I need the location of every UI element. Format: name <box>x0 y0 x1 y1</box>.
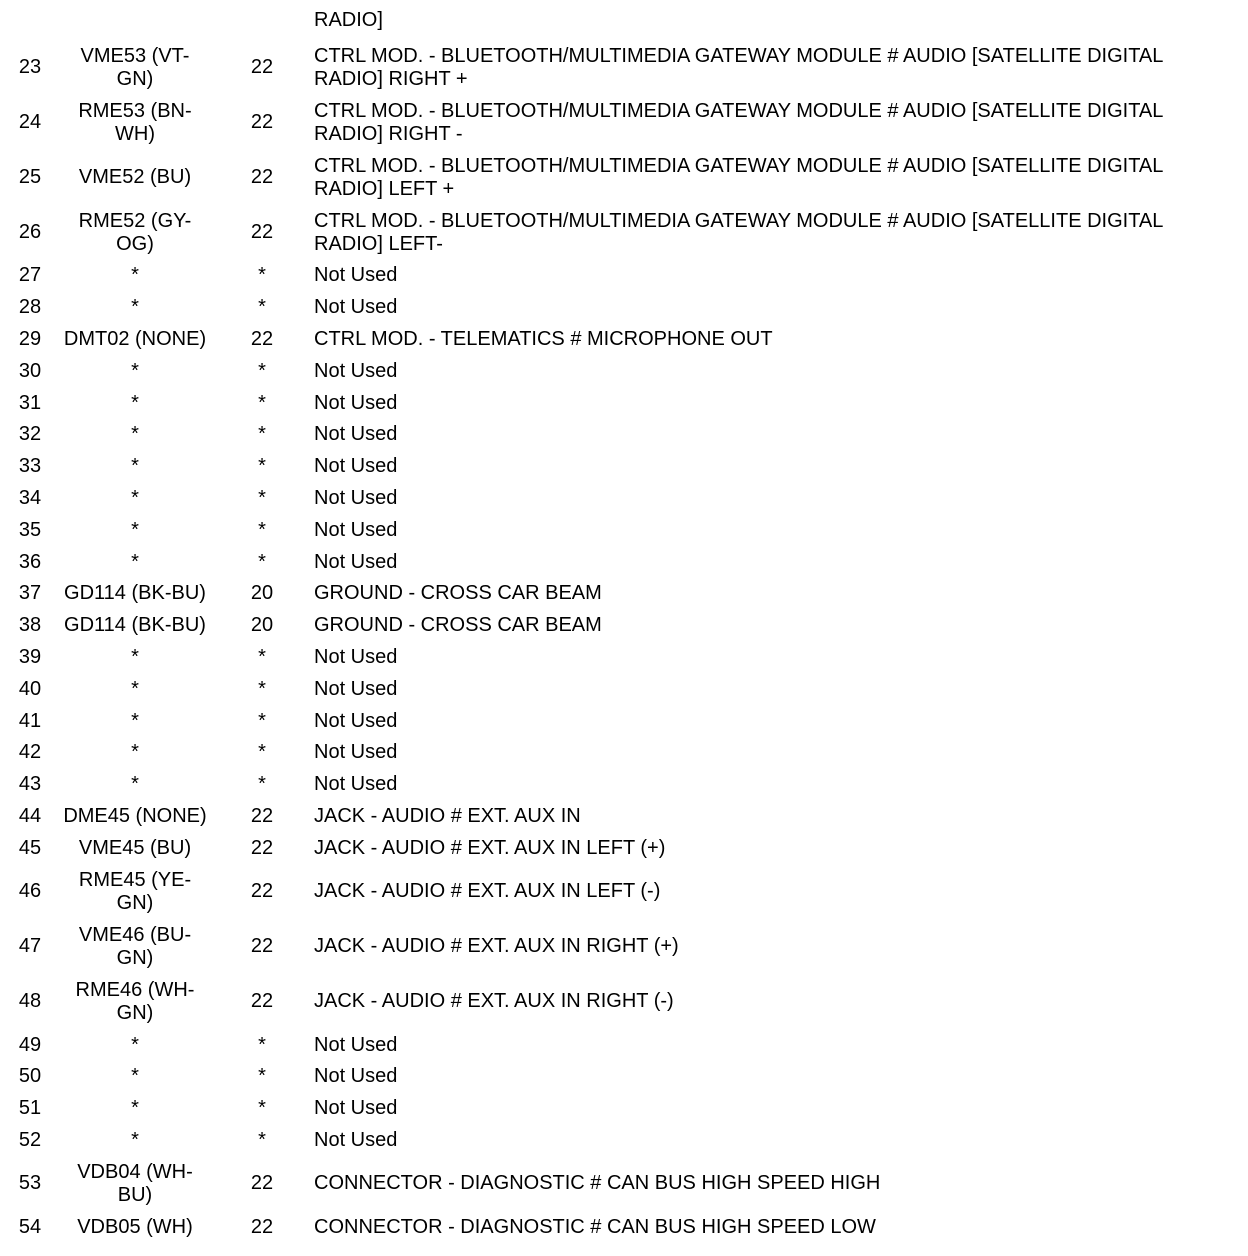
circuit-cell <box>60 919 210 974</box>
function-text-line: JACK - AUDIO # EXT. AUX IN RIGHT (+) <box>314 935 679 958</box>
function-cell <box>314 355 1240 387</box>
function-cell <box>314 864 1240 919</box>
circuit-cell <box>60 546 210 578</box>
pin-number-cell: 54 <box>18 1215 42 1238</box>
table-row <box>0 95 1240 150</box>
pin-number-cell: 31 <box>18 391 42 414</box>
circuit-text-line: GD114 (BK-BU) <box>64 614 206 637</box>
function-cell <box>314 483 1240 515</box>
wire-gauge-cell: * <box>258 455 266 478</box>
function-cell <box>314 801 1240 833</box>
table-row <box>0 40 1240 95</box>
circuit-text-line: GN) <box>116 891 154 914</box>
table-row <box>0 1029 1240 1061</box>
function-text-line: JACK - AUDIO # EXT. AUX IN LEFT (+) <box>314 836 666 859</box>
circuit-cell <box>60 387 210 419</box>
table-row <box>0 355 1240 387</box>
function-text-line: Not Used <box>314 296 398 319</box>
table-row <box>0 387 1240 419</box>
circuit-cell <box>60 292 210 324</box>
pin-number-cell: 52 <box>18 1128 42 1151</box>
wire-gauge-cell: 22 <box>250 111 274 133</box>
table-row <box>0 1125 1240 1157</box>
wire-gauge-cell: * <box>258 359 266 382</box>
table-row <box>0 1093 1240 1125</box>
function-text-line: RADIO] LEFT + <box>314 177 455 200</box>
table-row <box>0 260 1240 292</box>
wire-gauge-cell: * <box>258 1128 266 1151</box>
function-text-line: RADIO] LEFT- <box>314 232 443 255</box>
pin-number-cell: 26 <box>18 221 42 243</box>
wire-gauge-cell: * <box>258 518 266 541</box>
wire-gauge-cell: * <box>258 264 266 287</box>
circuit-text-line: RME53 (BN- <box>78 99 192 122</box>
table-row <box>0 1211 1240 1243</box>
pin-number-cell: 27 <box>18 264 42 287</box>
pin-number-cell: 32 <box>18 423 42 446</box>
table-row <box>0 801 1240 833</box>
function-cell <box>314 1211 1240 1243</box>
circuit-cell <box>60 1093 210 1125</box>
function-cell <box>314 610 1240 642</box>
wire-gauge-cell: 20 <box>250 614 274 637</box>
wire-gauge-cell: * <box>258 645 266 668</box>
continued-function-text: RADIO] <box>314 9 383 31</box>
circuit-cell <box>60 1029 210 1061</box>
circuit-text-line: WH) <box>115 122 155 145</box>
function-cell <box>314 1156 1240 1211</box>
circuit-text-line: RME46 (WH- <box>75 978 195 1001</box>
function-cell <box>314 419 1240 451</box>
circuit-cell <box>60 1125 210 1157</box>
pin-number-cell: 25 <box>18 166 42 188</box>
function-cell <box>314 205 1240 260</box>
pin-number-cell: 49 <box>18 1033 42 1056</box>
function-text-line: Not Used <box>314 645 398 668</box>
function-text-line: Not Used <box>314 518 398 541</box>
circuit-text-line: RME52 (GY- <box>78 209 192 232</box>
circuit-text-line: * <box>131 1065 139 1088</box>
wire-gauge-cell: * <box>258 1065 266 1088</box>
circuit-text-line: VDB04 (WH- <box>77 1160 193 1183</box>
circuit-text-line: * <box>131 455 139 478</box>
function-cell <box>314 1125 1240 1157</box>
circuit-cell <box>60 705 210 737</box>
wire-gauge-cell: 22 <box>250 804 274 827</box>
function-text-line: Not Used <box>314 1097 398 1120</box>
pin-number-cell: 53 <box>18 1172 42 1195</box>
function-text-line: Not Used <box>314 550 398 573</box>
function-text-line: Not Used <box>314 423 398 446</box>
circuit-text-line: VME53 (VT- <box>80 44 190 67</box>
pin-number-cell: 43 <box>18 773 42 796</box>
pin-number-cell: 24 <box>18 111 42 133</box>
function-text-line: JACK - AUDIO # EXT. AUX IN <box>314 804 581 827</box>
wire-gauge-cell: * <box>258 1097 266 1120</box>
circuit-text-line: * <box>131 359 139 382</box>
wire-gauge-cell: * <box>258 741 266 764</box>
function-cell <box>314 95 1240 150</box>
table-row <box>0 292 1240 324</box>
circuit-text-line: * <box>131 741 139 764</box>
circuit-cell <box>60 1156 210 1211</box>
function-text-line: GROUND - CROSS CAR BEAM <box>314 614 602 637</box>
circuit-text-line: VME52 (BU) <box>78 166 192 188</box>
wire-gauge-cell: * <box>258 677 266 700</box>
function-cell <box>314 1093 1240 1125</box>
connector-pinout-table <box>0 40 1240 1243</box>
table-row <box>0 578 1240 610</box>
function-text-line: Not Used <box>314 1033 398 1056</box>
pin-number-cell: 42 <box>18 741 42 764</box>
function-cell <box>314 673 1240 705</box>
circuit-cell <box>60 150 210 205</box>
function-cell <box>314 737 1240 769</box>
pin-number-cell: 45 <box>18 836 42 859</box>
function-text-line: JACK - AUDIO # EXT. AUX IN LEFT (-) <box>314 880 661 903</box>
pin-number-cell: 34 <box>18 486 42 509</box>
table-row <box>0 451 1240 483</box>
wire-gauge-cell: * <box>258 773 266 796</box>
function-cell <box>314 769 1240 801</box>
circuit-cell <box>60 514 210 546</box>
circuit-cell <box>60 673 210 705</box>
table-row <box>0 1061 1240 1093</box>
circuit-text-line: GN) <box>116 1001 154 1024</box>
wire-gauge-cell: 22 <box>250 166 274 188</box>
table-row <box>0 483 1240 515</box>
circuit-text-line: * <box>131 264 139 287</box>
circuit-cell <box>60 864 210 919</box>
circuit-text-line: GN) <box>116 67 154 90</box>
circuit-text-line: * <box>131 773 139 796</box>
wire-gauge-cell: 22 <box>250 221 274 243</box>
wire-gauge-cell: * <box>258 550 266 573</box>
circuit-cell <box>60 769 210 801</box>
circuit-cell <box>60 324 210 356</box>
function-text-line: JACK - AUDIO # EXT. AUX IN RIGHT (-) <box>314 990 674 1013</box>
circuit-text-line: * <box>131 296 139 319</box>
function-text-line: Not Used <box>314 359 398 382</box>
pinout-table-body <box>0 40 1240 1243</box>
function-text-line: CTRL MOD. - TELEMATICS # MICROPHONE OUT <box>314 327 773 350</box>
table-row <box>0 1156 1240 1211</box>
wire-gauge-cell: 22 <box>250 836 274 859</box>
circuit-cell <box>60 260 210 292</box>
pin-number-cell: 39 <box>18 645 42 668</box>
table-row <box>0 705 1240 737</box>
circuit-text-line: VME46 (BU- <box>78 923 192 946</box>
circuit-cell <box>60 1211 210 1243</box>
function-cell <box>314 578 1240 610</box>
wire-gauge-cell: * <box>258 391 266 414</box>
function-text-line: CTRL MOD. - BLUETOOTH/MULTIMEDIA GATEWAY MODULE # AUDIO [SATELLITE DIGITAL <box>314 44 1164 67</box>
circuit-cell <box>60 483 210 515</box>
pin-number-cell: 40 <box>18 677 42 700</box>
circuit-text-line: * <box>131 709 139 732</box>
function-text-line: CTRL MOD. - BLUETOOTH/MULTIMEDIA GATEWAY MODULE # AUDIO [SATELLITE DIGITAL <box>314 99 1164 122</box>
function-cell <box>314 260 1240 292</box>
circuit-text-line: GD114 (BK-BU) <box>64 582 206 605</box>
pin-number-cell: 35 <box>18 518 42 541</box>
function-cell <box>314 150 1240 205</box>
function-text-line: Not Used <box>314 741 398 764</box>
wire-gauge-cell: 20 <box>250 582 274 605</box>
wire-gauge-cell: * <box>258 709 266 732</box>
wire-gauge-cell: * <box>258 1033 266 1056</box>
function-cell <box>314 387 1240 419</box>
function-text-line: CTRL MOD. - BLUETOOTH/MULTIMEDIA GATEWAY MODULE # AUDIO [SATELLITE DIGITAL <box>314 154 1164 177</box>
circuit-text-line: * <box>131 550 139 573</box>
pin-number-cell: 48 <box>18 990 42 1013</box>
pin-number-cell: 50 <box>18 1065 42 1088</box>
circuit-text-line: * <box>131 1097 139 1120</box>
table-row <box>0 919 1240 974</box>
circuit-cell <box>60 419 210 451</box>
table-row <box>0 419 1240 451</box>
pin-number-cell: 46 <box>18 880 42 903</box>
circuit-text-line: VDB05 (WH) <box>77 1215 193 1238</box>
circuit-cell <box>60 578 210 610</box>
wire-gauge-cell: * <box>258 296 266 319</box>
function-cell <box>314 514 1240 546</box>
wire-gauge-cell: 22 <box>250 990 274 1013</box>
table-row <box>0 324 1240 356</box>
circuit-text-line: DMT02 (NONE) <box>63 327 207 350</box>
pin-number-cell: 38 <box>18 614 42 637</box>
circuit-cell <box>60 205 210 260</box>
function-text-line: Not Used <box>314 677 398 700</box>
function-cell <box>314 40 1240 95</box>
circuit-text-line: * <box>131 1033 139 1056</box>
circuit-cell <box>60 95 210 150</box>
circuit-text-line: BU) <box>117 1183 153 1206</box>
circuit-cell <box>60 1061 210 1093</box>
circuit-text-line: * <box>131 1128 139 1151</box>
function-cell <box>314 546 1240 578</box>
function-text-line: Not Used <box>314 455 398 478</box>
pin-number-cell: 23 <box>18 56 42 78</box>
pin-number-cell: 44 <box>18 804 42 827</box>
circuit-text-line: * <box>131 391 139 414</box>
function-text-line: RADIO] RIGHT + <box>314 67 468 90</box>
function-text-line: Not Used <box>314 486 398 509</box>
circuit-text-line: RME45 (YE- <box>78 868 192 891</box>
pin-number-cell: 29 <box>18 327 42 350</box>
table-row <box>0 642 1240 674</box>
function-text-line: Not Used <box>314 773 398 796</box>
circuit-text-line: * <box>131 645 139 668</box>
function-cell <box>314 451 1240 483</box>
function-text-line: GROUND - CROSS CAR BEAM <box>314 582 602 605</box>
wire-gauge-cell: 22 <box>250 1172 274 1195</box>
function-cell <box>314 324 1240 356</box>
function-text-line: Not Used <box>314 1128 398 1151</box>
table-row <box>0 737 1240 769</box>
wire-gauge-cell: 22 <box>250 935 274 958</box>
circuit-text-line: DME45 (NONE) <box>63 804 207 827</box>
pin-number-cell: 41 <box>18 709 42 732</box>
circuit-cell <box>60 355 210 387</box>
function-text-line: Not Used <box>314 1065 398 1088</box>
circuit-cell <box>60 832 210 864</box>
table-row <box>0 150 1240 205</box>
table-row <box>0 832 1240 864</box>
circuit-text-line: * <box>131 423 139 446</box>
table-row <box>0 673 1240 705</box>
pin-number-cell: 33 <box>18 455 42 478</box>
function-text-line: CONNECTOR - DIAGNOSTIC # CAN BUS HIGH SPEED LOW <box>314 1215 876 1238</box>
function-text-line: RADIO] RIGHT - <box>314 122 463 145</box>
pin-number-cell: 28 <box>18 296 42 319</box>
table-row <box>0 546 1240 578</box>
circuit-cell <box>60 451 210 483</box>
function-text-line: Not Used <box>314 391 398 414</box>
function-cell <box>314 919 1240 974</box>
function-text-line: CONNECTOR - DIAGNOSTIC # CAN BUS HIGH SPEED HIGH <box>314 1172 881 1195</box>
function-cell <box>314 974 1240 1029</box>
wire-gauge-cell: * <box>258 423 266 446</box>
wire-gauge-cell: 22 <box>250 56 274 78</box>
circuit-cell <box>60 737 210 769</box>
table-row <box>0 864 1240 919</box>
circuit-text-line: * <box>131 486 139 509</box>
function-text-line: Not Used <box>314 709 398 732</box>
function-cell <box>314 1029 1240 1061</box>
function-cell <box>314 1061 1240 1093</box>
pin-number-cell: 47 <box>18 935 42 958</box>
function-cell <box>314 705 1240 737</box>
circuit-text-line: VME45 (BU) <box>78 836 192 859</box>
circuit-text-line: OG) <box>116 232 154 255</box>
table-row <box>0 514 1240 546</box>
wire-gauge-cell: * <box>258 486 266 509</box>
circuit-text-line: * <box>131 518 139 541</box>
table-row <box>0 769 1240 801</box>
function-text-line: Not Used <box>314 264 398 287</box>
function-cell <box>314 642 1240 674</box>
function-cell <box>314 292 1240 324</box>
table-row <box>0 205 1240 260</box>
circuit-cell <box>60 610 210 642</box>
pin-number-cell: 37 <box>18 582 42 605</box>
circuit-cell <box>60 642 210 674</box>
wire-gauge-cell: 22 <box>250 880 274 903</box>
function-cell <box>314 832 1240 864</box>
circuit-cell <box>60 974 210 1029</box>
circuit-text-line: GN) <box>116 946 154 969</box>
wire-gauge-cell: 22 <box>250 1215 274 1238</box>
circuit-cell <box>60 40 210 95</box>
pin-number-cell: 30 <box>18 359 42 382</box>
pin-number-cell: 51 <box>18 1097 42 1120</box>
circuit-cell <box>60 801 210 833</box>
table-row <box>0 974 1240 1029</box>
wire-gauge-cell: 22 <box>250 327 274 350</box>
table-row <box>0 610 1240 642</box>
pin-number-cell: 36 <box>18 550 42 573</box>
function-text-line: CTRL MOD. - BLUETOOTH/MULTIMEDIA GATEWAY MODULE # AUDIO [SATELLITE DIGITAL <box>314 209 1164 232</box>
circuit-text-line: * <box>131 677 139 700</box>
